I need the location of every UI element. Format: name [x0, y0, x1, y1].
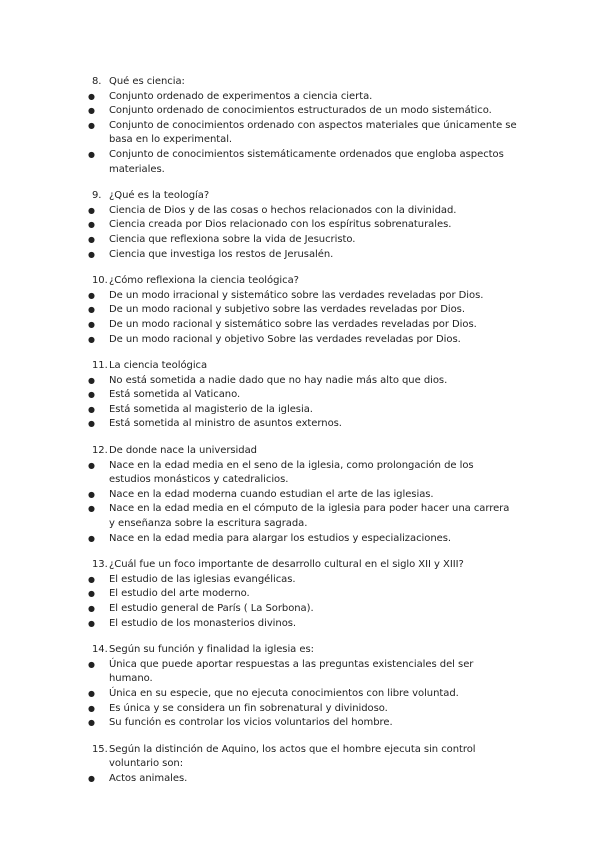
- bullet-icon: ●: [88, 604, 95, 613]
- answer-item: [88, 602, 522, 617]
- answer-list: [88, 658, 522, 731]
- answer-text: Nace en la edad media en el cómputo de la iglesia para poder hacer una carrera y enseñanza sobre la escritura sagrada.: [109, 503, 510, 530]
- question-14: [88, 643, 522, 731]
- answer-item: [88, 318, 522, 333]
- question-text: De donde nace la universidad: [109, 445, 257, 457]
- question-heading: [92, 75, 522, 90]
- answer-list: [88, 374, 522, 432]
- answer-item: [88, 417, 522, 432]
- question-heading: [92, 643, 522, 658]
- answer-list: [88, 573, 522, 631]
- bullet-icon: ●: [88, 390, 95, 400]
- bullet-icon: ●: [88, 773, 95, 783]
- question-heading: [92, 359, 522, 374]
- question-text: Qué es ciencia:: [109, 76, 185, 87]
- answer-text: Única que puede aportar respuestas a las preguntas existenciales del ser humano.: [109, 658, 474, 685]
- answer-item: [88, 532, 522, 547]
- answer-text: El estudio de las iglesias evangélicas.: [109, 573, 296, 585]
- answer-text: Está sometida al ministro de asuntos externos.: [109, 418, 342, 430]
- bullet-icon: ●: [88, 149, 95, 159]
- answer-text: Está sometida al Vaticano.: [109, 389, 241, 401]
- bullet-icon: ●: [88, 718, 95, 728]
- bullet-icon: ●: [88, 234, 95, 244]
- question-number: 15.: [92, 743, 108, 755]
- answer-list: [88, 204, 522, 262]
- question-8: [88, 75, 522, 177]
- answer-item: [88, 289, 522, 304]
- bullet-icon: ●: [88, 375, 95, 385]
- answer-text: De un modo racional y subjetivo sobre las verdades reveladas por Dios.: [109, 304, 465, 316]
- question-number: 8.: [92, 76, 102, 87]
- bullet-icon: ●: [88, 533, 95, 543]
- bullet-icon: ●: [88, 319, 95, 329]
- question-9: [88, 189, 522, 262]
- answer-item: [88, 119, 522, 148]
- answer-item: [88, 658, 522, 687]
- answer-item: [88, 218, 522, 233]
- answer-list: [88, 289, 522, 347]
- answer-text: Nace en la edad moderna cuando estudian el arte de las iglesias.: [109, 488, 434, 500]
- answer-item: [88, 716, 522, 731]
- answer-text: Ciencia que reflexiona sobre la vida de Jesucristo.: [109, 233, 356, 245]
- answer-item: [88, 248, 522, 263]
- answer-text: Ciencia de Dios y de las cosas o hechos relacionados con la divinidad.: [109, 204, 457, 216]
- bullet-icon: ●: [88, 106, 95, 116]
- answer-item: [88, 459, 522, 488]
- answer-text: Actos animales.: [109, 772, 188, 784]
- answer-item: [88, 502, 522, 531]
- question-text: ¿Qué es la teología?: [109, 190, 210, 202]
- question-text: Según su función y finalidad la iglesia es:: [109, 644, 314, 656]
- answer-item: [88, 104, 522, 119]
- question-number: 14.: [92, 644, 108, 656]
- answer-item: [88, 204, 522, 219]
- answer-text: Única en su especie, que no ejecuta conocimientos con libre voluntad.: [109, 687, 459, 699]
- question-text: Según la distinción de Aquino, los actos que el hombre ejecuta sin control voluntario son:: [109, 743, 476, 770]
- answer-item: [88, 573, 522, 588]
- bullet-icon: ●: [88, 688, 95, 698]
- answer-item: [88, 233, 522, 248]
- bullet-icon: ●: [88, 574, 95, 584]
- answer-list: [88, 772, 522, 787]
- bullet-icon: ●: [88, 589, 95, 599]
- answer-text: El estudio de los monasterios divinos.: [109, 617, 297, 629]
- answer-text: El estudio general de París ( La Sorbona).: [109, 603, 314, 614]
- question-heading: [92, 743, 522, 772]
- question-number: 12.: [92, 445, 108, 457]
- bullet-icon: ●: [88, 249, 95, 259]
- answer-text: Ciencia creada por Dios relacionado con los espíritus sobrenaturales.: [109, 219, 452, 231]
- bullet-icon: ●: [88, 703, 95, 713]
- question-15: [88, 743, 522, 787]
- question-heading: [92, 189, 522, 204]
- answer-text: El estudio del arte moderno.: [109, 588, 250, 600]
- question-heading: [92, 558, 522, 573]
- answer-item: [88, 374, 522, 389]
- bullet-icon: ●: [88, 120, 95, 130]
- bullet-icon: ●: [88, 205, 95, 215]
- answer-item: [88, 403, 522, 418]
- bullet-icon: ●: [88, 220, 95, 230]
- answer-text: De un modo irracional y sistemático sobre las verdades reveladas por Dios.: [109, 289, 484, 301]
- question-list: [88, 75, 522, 799]
- bullet-icon: ●: [88, 91, 95, 101]
- answer-text: Está sometida al magisterio de la iglesia.: [109, 403, 313, 415]
- answer-text: Conjunto ordenado de experimentos a ciencia cierta.: [109, 90, 373, 102]
- answer-list: [88, 459, 522, 547]
- answer-item: [88, 388, 522, 403]
- bullet-icon: ●: [88, 419, 95, 429]
- answer-text: Nace en la edad media en el seno de la iglesia, como prolongación de los estudios monásticos y catedralicios.: [109, 459, 474, 486]
- answer-text: De un modo racional y sistemático sobre las verdades reveladas por Dios.: [109, 318, 477, 330]
- question-heading: [92, 444, 522, 459]
- question-12: [88, 444, 522, 546]
- answer-item: [88, 488, 522, 503]
- bullet-icon: ●: [88, 489, 95, 499]
- question-number: 9.: [92, 190, 102, 202]
- bullet-icon: ●: [88, 460, 95, 470]
- answer-item: [88, 148, 522, 177]
- question-number: 10.: [92, 275, 108, 287]
- answer-text: Su función es controlar los vicios voluntarios del hombre.: [109, 717, 393, 729]
- bullet-icon: ●: [88, 504, 95, 514]
- bullet-icon: ●: [88, 659, 95, 669]
- answer-item: [88, 303, 522, 318]
- answer-text: Conjunto de conocimientos sistemáticamente ordenados que engloba aspectos materiales.: [109, 148, 504, 175]
- answer-text: De un modo racional y objetivo Sobre las verdades reveladas por Dios.: [109, 333, 461, 345]
- bullet-icon: ●: [88, 334, 95, 344]
- answer-item: [88, 587, 522, 602]
- bullet-icon: ●: [88, 305, 95, 315]
- answer-list: [88, 90, 522, 178]
- answer-text: Es única y se considera un fin sobrenatural y divinidoso.: [109, 702, 388, 714]
- question-text: La ciencia teológica: [109, 360, 208, 372]
- answer-text: Conjunto ordenado de conocimientos estructurados de un modo sistemático.: [109, 105, 492, 117]
- bullet-icon: ●: [88, 618, 95, 628]
- question-text: ¿Cuál fue un foco importante de desarrollo cultural en el siglo XII y XIII?: [109, 559, 464, 571]
- bullet-icon: ●: [88, 290, 95, 300]
- answer-item: [88, 617, 522, 632]
- question-text: ¿Cómo reflexiona la ciencia teológica?: [109, 275, 299, 287]
- question-number: 11.: [92, 360, 108, 372]
- answer-item: [88, 687, 522, 702]
- answer-item: [88, 90, 522, 105]
- answer-item: [88, 333, 522, 348]
- answer-item: [88, 772, 522, 787]
- question-10: [88, 274, 522, 347]
- answer-text: Nace en la edad media para alargar los estudios y especializaciones.: [109, 532, 452, 544]
- question-11: [88, 359, 522, 432]
- question-13: [88, 558, 522, 631]
- answer-text: No está sometida a nadie dado que no hay nadie más alto que dios.: [109, 374, 448, 386]
- bullet-icon: ●: [88, 404, 95, 414]
- question-number: 13.: [92, 559, 108, 571]
- answer-item: [88, 702, 522, 717]
- question-heading: [92, 274, 522, 289]
- answer-text: Ciencia que investiga los restos de Jerusalén.: [109, 248, 334, 260]
- answer-text: Conjunto de conocimientos ordenado con aspectos materiales que únicamente se basa en lo experimental.: [109, 119, 517, 146]
